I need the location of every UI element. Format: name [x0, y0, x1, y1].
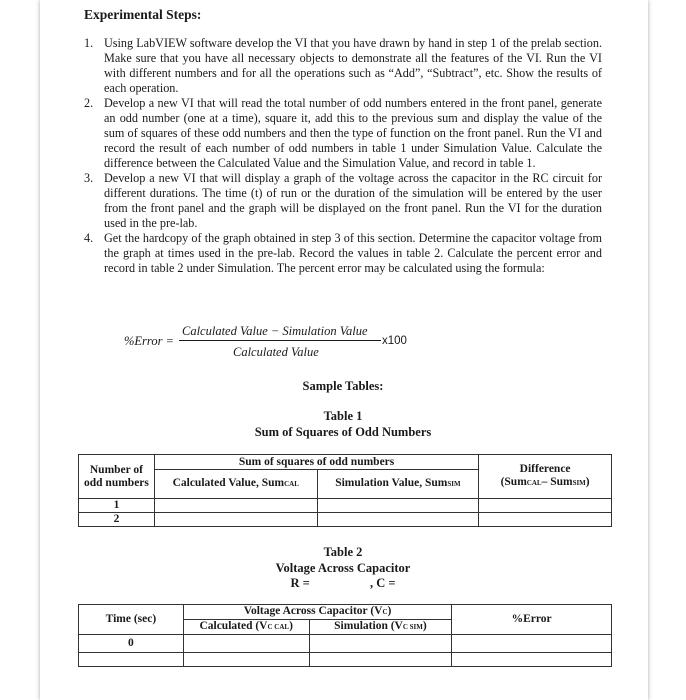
table1-header-group: Sum of squares of odd numbers	[154, 455, 478, 470]
table2-header-simulation: Simulation (VC SIM)	[309, 620, 452, 635]
r-label: R =	[290, 576, 310, 590]
table1-header-difference: Difference (SumCAL– SumSIM)	[479, 455, 612, 499]
step-text: Develop a new VI that will read the total number of odd numbers entered in the front panel, generate an odd number (one at a time), square it, add this to the previous sum and display the value of the sum of squares of these odd numbers and then the type of function on the front panel. Run the VI and record the result of each number of odd numbers in table 1 under Simulation Value. Calculate the difference between the Calculated Value and the Simulation Value, and record in table 1.	[104, 96, 602, 170]
formula-lhs: %Error =	[124, 334, 174, 348]
step-item: 4. Get the hardcopy of the graph obtained in step 3 of this section. Determine the capacitor voltage from the graph at times used in the pre-lab. Record the values in table 2. Calculate the percent error and record in table 2 under Simulation. The percent error may be calculated using the formula:	[84, 231, 602, 275]
table2-header-group: Voltage Across Capacitor (VC)	[183, 605, 452, 620]
table1-cell[interactable]	[154, 499, 317, 513]
steps-list	[84, 36, 602, 276]
table1-header-simulation: Simulation Value, SumSIM	[317, 470, 479, 499]
table-row	[79, 513, 612, 527]
table1-cell[interactable]	[317, 499, 479, 513]
table-row	[79, 635, 612, 653]
c-label: , C =	[370, 576, 396, 590]
table1-cell[interactable]	[317, 513, 479, 527]
step-text: Get the hardcopy of the graph obtained in step 3 of this section. Determine the capacitor voltage from the graph at times used in the pre-lab. Record the values in table 2. Calculate the percent error and record in table 2 under Simulation. The percent error may be calculated using the formula:	[104, 231, 602, 275]
table2-header-time: Time (sec)	[79, 605, 184, 635]
table1-header-calculated: Calculated Value, SumCAL	[154, 470, 317, 499]
table2-header-error: %Error	[452, 605, 612, 635]
table1-row-number: 1	[79, 499, 155, 513]
step-text: Using LabVIEW software develop the VI that you have drawn by hand in step 1 of the prelab section. Make sure that you have all necessary objects to demonstrate all the features of the VI. Run the VI with different numbers and for all the operations such as “Add”, “Subtract”, etc. Show the results of each operation.	[104, 36, 602, 95]
table2-cell[interactable]	[183, 635, 309, 653]
formula-numerator: Calculated Value − Simulation Value	[182, 324, 368, 338]
table2	[78, 604, 612, 667]
table2-params	[0, 576, 686, 591]
table2-header-calculated: Calculated (VC CAL)	[183, 620, 309, 635]
formula-denominator: Calculated Value	[233, 345, 319, 359]
table1-title: Sum of Squares of Odd Numbers	[254, 425, 432, 439]
table1-cell[interactable]	[154, 513, 317, 527]
table1	[78, 454, 612, 527]
sample-tables-title: Sample Tables:	[302, 379, 384, 393]
formula-multiplier: x100	[382, 335, 407, 347]
table1-header-number: Number of odd numbers	[79, 455, 155, 499]
table2-row-time	[79, 653, 184, 667]
table1-cell[interactable]	[479, 499, 612, 513]
table2-cell[interactable]	[309, 653, 452, 667]
table2-cell[interactable]	[309, 635, 452, 653]
table2-row-time: 0	[79, 635, 184, 653]
step-item: 3. Develop a new VI that will display a graph of the voltage across the capacitor in the RC circuit for different durations. The time (t) of run or the duration of the simulation will be entered by the user from the front panel and the graph will be displayed on the front panel. Run the VI for the duration used in the pre-lab.	[84, 171, 602, 230]
table2-cell[interactable]	[183, 653, 309, 667]
table1-cell[interactable]	[479, 513, 612, 527]
step-item: 1. Using LabVIEW software develop the VI that you have drawn by hand in step 1 of the prelab section. Make sure that you have all necessary objects to demonstrate all the features of the VI. Run the VI with different numbers and for all the operations such as “Add”, “Subtract”, etc. Show the results of each operation.	[84, 36, 602, 95]
table1-label: Table 1	[323, 409, 363, 423]
table2-cell[interactable]	[452, 653, 612, 667]
step-text: Develop a new VI that will display a graph of the voltage across the capacitor in the RC circuit for different durations. The time (t) of run or the duration of the simulation will be entered by the user from the front panel and the graph will be displayed on the front panel. Run the VI for the duration used in the pre-lab.	[104, 171, 602, 230]
table2-cell[interactable]	[452, 635, 612, 653]
table-row	[79, 499, 612, 513]
table-row	[79, 653, 612, 667]
table2-title: Voltage Across Capacitor	[275, 561, 411, 575]
table1-row-number: 2	[79, 513, 155, 527]
section-heading: Experimental Steps:	[84, 7, 202, 22]
step-item: 2. Develop a new VI that will read the total number of odd numbers entered in the front panel, generate an odd number (one at a time), square it, add this to the previous sum and display the value of the sum of squares of these odd numbers and then the type of function on the front panel. Run the VI and record the result of each number of odd numbers in table 1 under Simulation Value. Calculate the difference between the Calculated Value and the Simulation Value, and record in table 1.	[84, 96, 602, 170]
table2-label: Table 2	[323, 545, 363, 559]
fraction-bar	[179, 340, 381, 341]
